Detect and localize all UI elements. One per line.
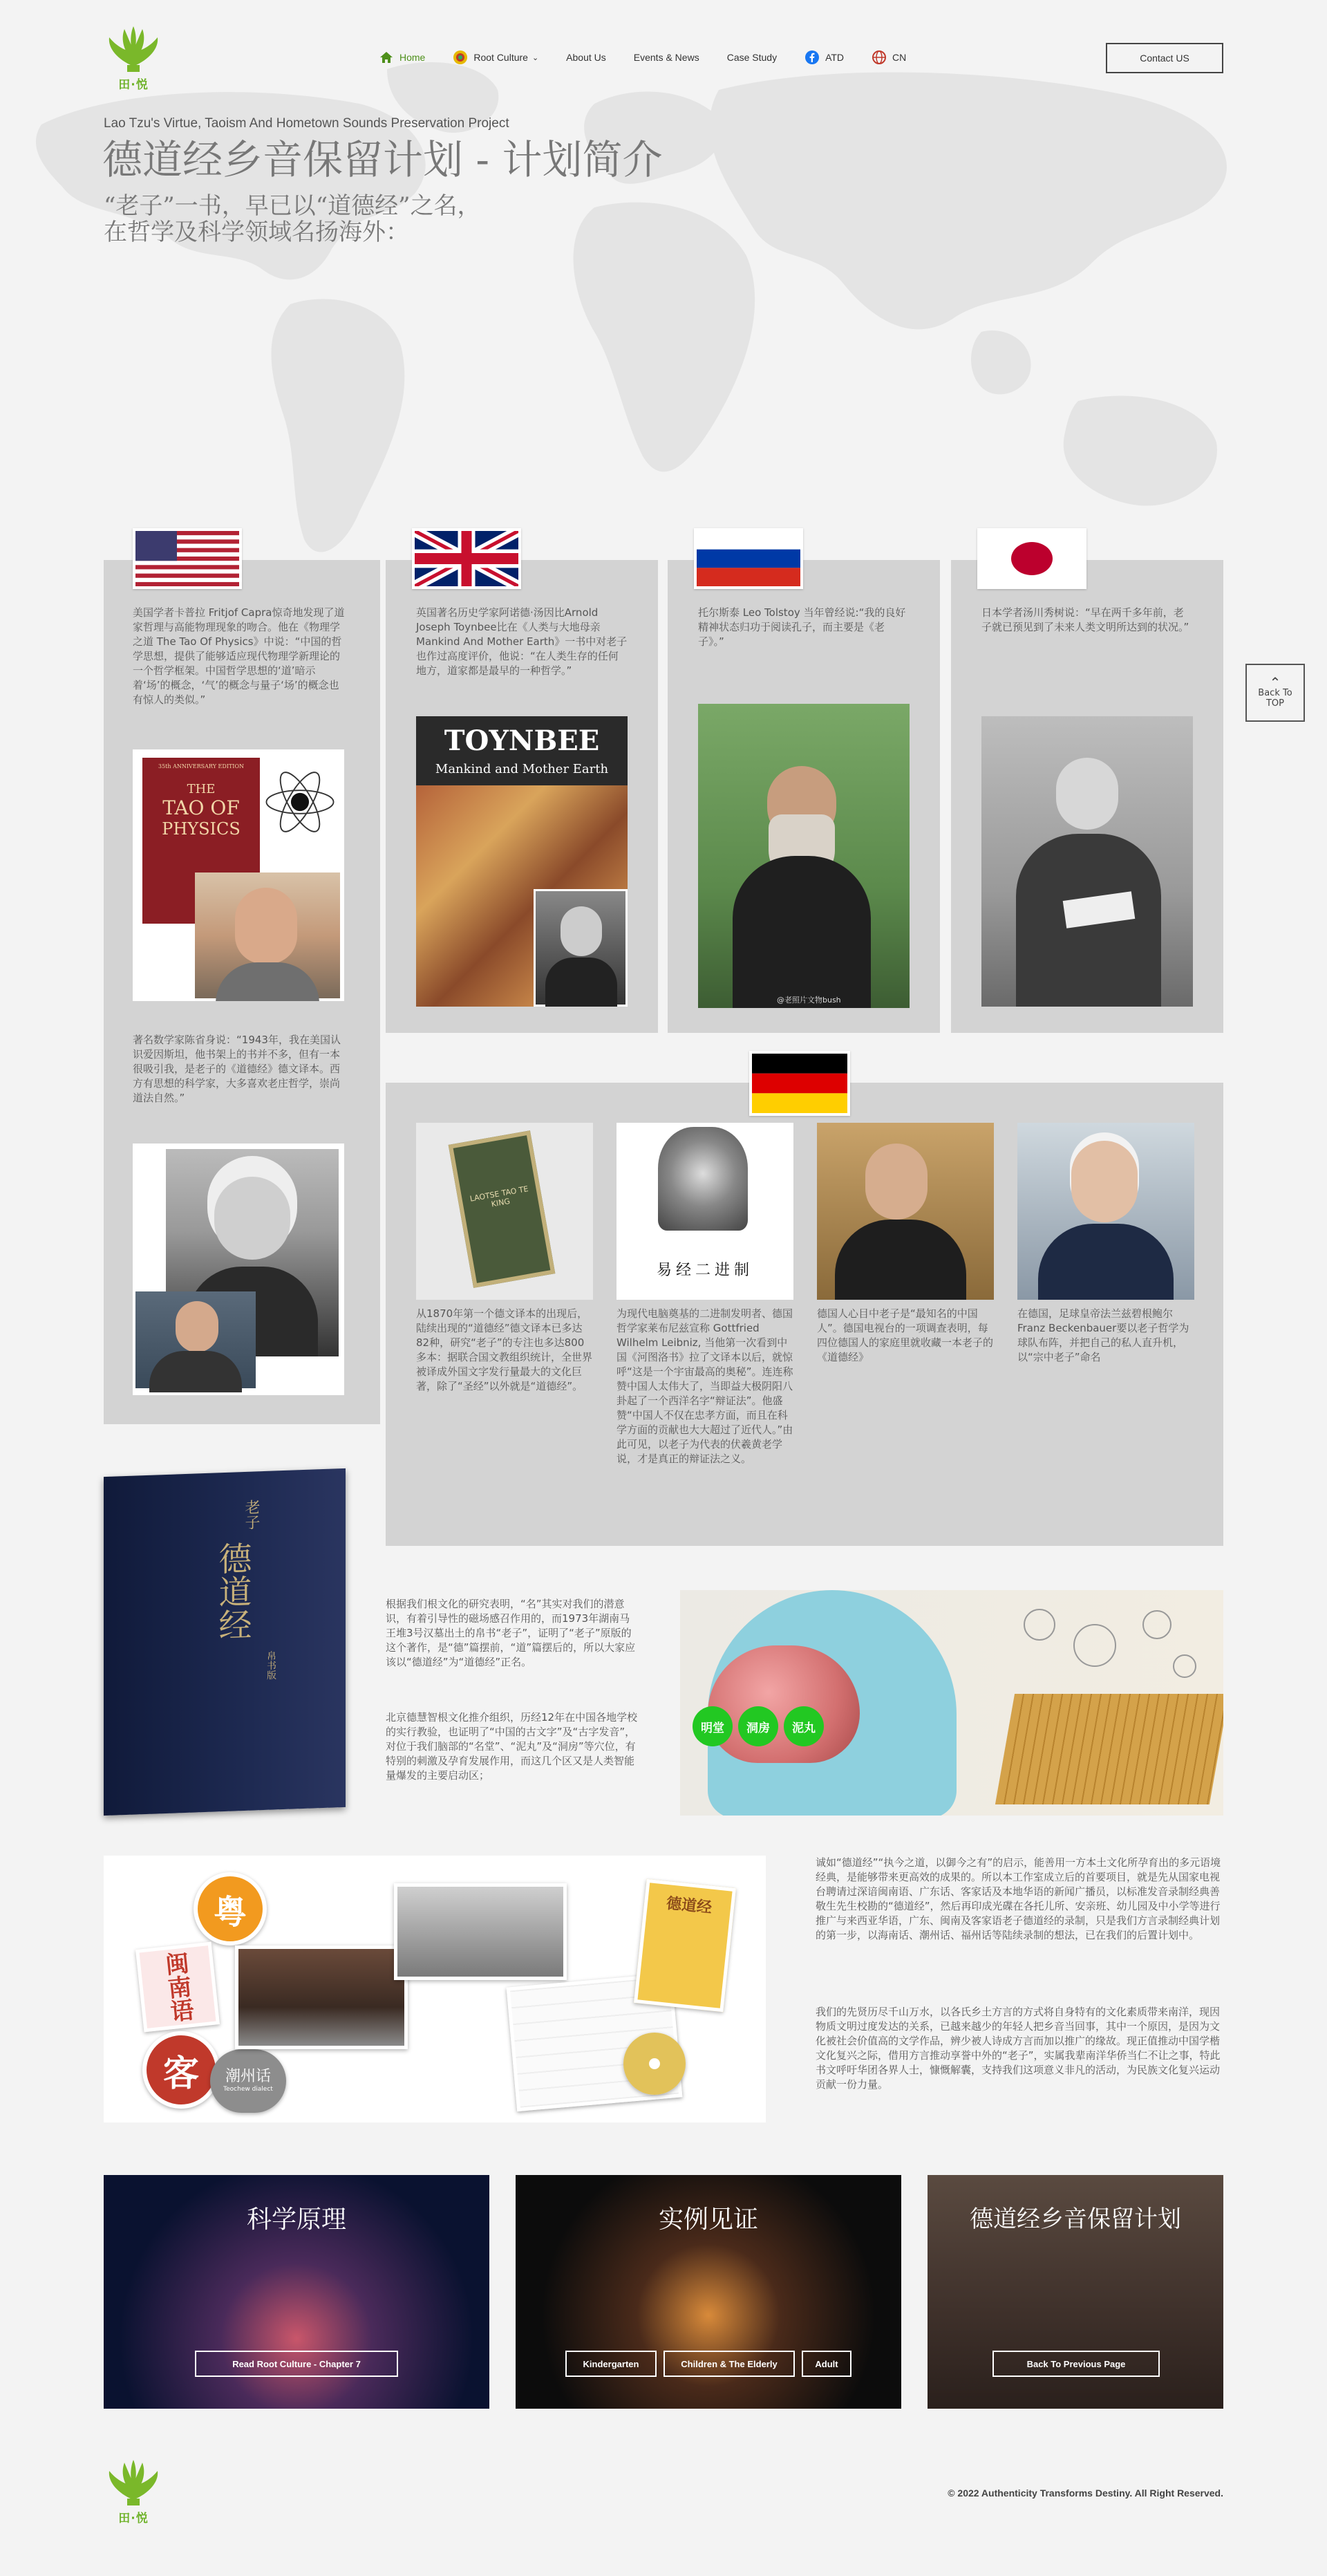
tolstoy-photo xyxy=(698,704,910,1008)
brain-label-mingtang: 明堂 xyxy=(693,1706,733,1746)
logo-text: 田·悦 xyxy=(118,78,149,92)
read-chapter-button[interactable]: Read Root Culture - Chapter 7 xyxy=(195,2351,398,2377)
main-nav xyxy=(379,48,934,66)
atom-icon xyxy=(261,763,339,841)
tao-book-cover xyxy=(634,1879,736,2013)
toynbee-book-subtitle: Mankind and Mother Earth xyxy=(435,762,609,776)
science-panel-title: 科学原理 xyxy=(246,2205,346,2234)
home-icon xyxy=(379,50,394,65)
dialect-text-1: 诚如“德道经”“执今之道，以御今之有”的启示，能善用一方本土文化所孕育出的多元语境经典，是能够带来更高效的成果的。所以本工作室成立后的首要项目，就是先从国家电视台聘请过深谙闽南语、广东话、客家话及本地华语的新闻广播员，以标准发音录制经典善敬生先生校勘的“德道经”，然后再印成光碟在各托儿所、安亲班、幼儿园及中小学等进行推广与来西亚华语，广东、闽南及客家语老子德道经的录制，只是我们方言录制经典计划的第一步，以海南话、潮州话、福州话等陆续录制的想法，已在我们的后置计划中。 xyxy=(816,1856,1221,1941)
uk-card-text: 英国著名历史学家阿诺德·汤因比Arnold Joseph Toynbee比在《人类与大地母亲 Mankind And Mother Earth》一书中对老子也作过高度评价，他说：“在人类生存的任何地方，道家都是最早的一种哲学。” xyxy=(416,606,628,677)
page-title: 德道经乡音保留计划 - 计划简介 xyxy=(102,136,663,183)
nav-about[interactable] xyxy=(566,52,606,63)
peacock-logo-icon xyxy=(104,2458,163,2507)
germany-text-1: 从1870年第一个德文译本的出现后，陆续出现的“道德经”德文译本已多达82种，研究“老子”的专注也多达800多本：据联合国文教组织统计，全世界被译成外国文字发行量最大的文化巨著，除了“圣经”以外就是“道德经”。 xyxy=(416,1307,593,1392)
germany-text-2: 为现代电脑奠基的二进制发明者、德国哲学家莱布尼兹宣称 Gottfried Wilhelm Leibniz, 当他第一次看到中国《河图洛书》拉了文译本以后，就惊呼“这是一个宇宙最高的奥秘”。连连称赞中国人太伟大了，当即益大极阴阳八卦起了一个西洋名字“辩证法”。他盛赞“中国人不仅在忠孝方面，而且在科学方面的贡献也大大超过了近代人。”由此可见，以老子为代表的伏羲黄老学说，才是真正的辩证法之义。 xyxy=(617,1307,793,1465)
cases-panel-title: 实例见证 xyxy=(658,2205,758,2234)
japan-card xyxy=(951,560,1223,1033)
sticker-minnan: 闽南语 xyxy=(135,1942,220,2033)
germany-text-3: 德国人心目中老子是“最知名的中国人”。德国电视台的一项调查表明，每四位德国人的家庭里就收藏一本老子的《道德经》 xyxy=(817,1307,994,1363)
usa-card-text-2: 著名数学家陈省身说：“1943年，我在美国认识爱因斯坦，他书架上的书并不多，但有一本很吸引我，是老子的《道德经》德文译本。西方有思想的科学家，大多喜欢老庄哲学，崇尚道法自然。” xyxy=(133,1034,341,1104)
footer-logo-text: 田·悦 xyxy=(118,2512,149,2526)
chevron-down-icon: ⌄ xyxy=(531,53,539,62)
brain-label-dongfang: 洞房 xyxy=(738,1706,778,1746)
back-previous-button[interactable]: Back To Previous Page xyxy=(992,2351,1160,2377)
page-subtitle: Lao Tzu's Virtue, Taoism And Hometown Sounds Preservation Project xyxy=(104,116,509,131)
binary-label: 易经二进制 xyxy=(656,1262,753,1279)
russia-card-text: 托尔斯泰 Leo Tolstoy 当年曾经说:“我的良好精神状态归功于阅读孔子，而主要是《老子》。” xyxy=(698,606,906,648)
brand-logo[interactable] xyxy=(104,25,163,93)
leibniz-photo xyxy=(617,1123,793,1300)
recording-studio-photo xyxy=(235,1945,408,2049)
toynbee-book-photo xyxy=(416,716,628,1007)
nav-case-study-label: Case Study xyxy=(726,52,778,63)
nav-cn[interactable] xyxy=(872,50,906,65)
cd-disc xyxy=(623,2033,686,2095)
laotse-book-label: LAOTSE TAO TE KING xyxy=(469,1184,529,1209)
usa-card xyxy=(104,560,380,1424)
silk-book-vertical-1: 老子 xyxy=(243,1499,260,1531)
russia-flag-icon xyxy=(694,528,803,589)
book-title-line3: PHYSICS xyxy=(162,819,241,839)
nav-case-study[interactable] xyxy=(727,52,777,63)
kindergarten-button[interactable]: Kindergarten xyxy=(565,2351,657,2377)
back-to-top-line1: Back To xyxy=(1258,688,1292,698)
children-elderly-button[interactable]: Children & The Elderly xyxy=(664,2351,795,2377)
nav-atd[interactable] xyxy=(804,50,844,65)
russia-card xyxy=(668,560,940,1033)
adult-button[interactable]: Adult xyxy=(802,2351,851,2377)
intro-line-2: 在哲学及科学领域名扬海外： xyxy=(104,218,409,246)
nav-root-culture-label: Root Culture xyxy=(473,52,528,63)
preservation-panel-title: 德道经乡音保留计划 xyxy=(970,2205,1181,2233)
germany-card xyxy=(386,1083,1223,1546)
ancient-text-1: 根据我们根文化的研究表明，“名”其实对我们的潜意识，有着引导性的磁场感召作用的，而1973年湖南马王堆3号汉墓出土的帛书“老子”，证明了“老子”原版的这个著作，是“德”篇摆前，“道”篇摆后的，所以大家应该以“德道经”为“道德经”正名。 xyxy=(386,1598,636,1668)
nav-cn-label: CN xyxy=(892,52,907,63)
usa-flag-icon xyxy=(133,528,242,589)
silk-book-image xyxy=(104,1468,346,1816)
book-title-line1: THE xyxy=(187,782,216,796)
book-badge: 35th ANNIVERSARY EDITION xyxy=(158,763,244,769)
back-to-top-line2: TOP xyxy=(1265,698,1284,709)
einstein-photo xyxy=(133,1144,344,1395)
root-culture-icon xyxy=(453,50,468,65)
beckenbauer-photo xyxy=(1017,1123,1194,1300)
laotse-book-photo xyxy=(416,1123,593,1300)
facebook-icon xyxy=(804,50,820,65)
silk-book-vertical-2: 德道经 xyxy=(213,1540,252,1642)
yukawa-photo xyxy=(981,716,1193,1007)
uk-card xyxy=(386,560,658,1033)
tao-book-label: 德道经 xyxy=(665,1894,713,1917)
nav-atd-label: ATD xyxy=(825,52,845,63)
dialect-text-2: 我们的先贤历尽千山万水，以各氏乡土方言的方式将自身特有的文化素质带来南洋，现因物质文明过度发达的关系，已越来越少的年轻人把乡音当回事，其中一个原因，是因为文化被社会价值高的文学作品，辨少被人诗成方言而加以推广的缘故。现正值推动中国学楷文化复兴之际，借用方言推动享誉中外的“老子”，实属我辈南洋华侨当仁不让之事，特此书文呼吁华团各界人士，慷慨解囊，支持我们这项意义非凡的活动，为民族文化复兴运动贡献一份力量。 xyxy=(816,2006,1221,2091)
toynbee-book-title: TOYNBEE xyxy=(444,725,600,757)
tao-of-physics-photo xyxy=(133,749,344,1001)
sticker-hakka: 客 xyxy=(142,2031,220,2109)
chern-portrait xyxy=(135,1291,256,1388)
brain-infographic xyxy=(680,1590,1223,1816)
historic-photo xyxy=(394,1883,567,1980)
silk-book-vertical-3: 帛书版 xyxy=(265,1650,276,1680)
usa-card-text: 美国学者卡普拉 Fritjof Capra惊奇地发现了道家哲理与高能物理现象的吻合。他在《物理学之道 The Tao Of Physics》中说：“中国的哲学思想，提供了能够适应现代物理学新理论的一个哲学框架。中国哲学思想的‘道’暗示着‘场’的概念，‘气’的概念与量子‘场’的概念也有惊人的类似。” xyxy=(133,606,345,706)
contact-us-button[interactable]: Contact US xyxy=(1106,43,1223,73)
peacock-logo-icon xyxy=(104,25,163,73)
chevron-up-icon: ⌃ xyxy=(1269,674,1281,691)
globe-icon xyxy=(872,50,887,65)
sticker-cantonese: 粤 xyxy=(194,1872,267,1945)
nav-events-label: Events & News xyxy=(633,52,699,63)
book-title-line2: TAO OF xyxy=(162,796,240,819)
nav-root-culture[interactable] xyxy=(453,50,538,65)
copyright-text: © 2022 Authenticity Transforms Destiny. All Right Reserved. xyxy=(948,2488,1223,2499)
uk-flag-icon xyxy=(412,528,521,589)
sticker-teochew xyxy=(210,2049,286,2113)
toynbee-portrait xyxy=(534,889,628,1007)
laotse-book xyxy=(449,1130,556,1288)
brain-label-niwan: 泥丸 xyxy=(784,1706,824,1746)
nav-home[interactable] xyxy=(379,50,425,65)
nav-about-label: About Us xyxy=(566,52,606,63)
intro-line-1: “老子”一书，早已以“道德经”之名， xyxy=(104,192,481,220)
japan-card-text: 日本学者汤川秀树说：“早在两千多年前，老子就已预见到了未来人类文明所达到的状况。” xyxy=(981,606,1189,633)
dialect-collage xyxy=(104,1856,766,2122)
science-panel xyxy=(104,2175,489,2409)
sticker-teochew-label: 潮州话 xyxy=(225,2068,271,2085)
germany-flag-icon xyxy=(749,1051,850,1116)
preservation-panel xyxy=(928,2175,1223,2409)
footer-logo[interactable] xyxy=(104,2458,163,2526)
back-to-top-button[interactable] xyxy=(1245,664,1305,722)
diagram-icons xyxy=(1005,1597,1212,1694)
germany-text-4: 在德国，足球皇帝法兰兹碧根鲍尔Franz Beckenbauer要以老子哲学为球队布阵，并把自己的私人直升机，以“宗中老子”命名 xyxy=(1017,1307,1189,1363)
nav-events[interactable] xyxy=(634,52,699,63)
photo-watermark: @老照片文物bush xyxy=(777,996,841,1005)
nav-home-label: Home xyxy=(399,52,426,63)
sticker-teochew-sub: Teochew dialect xyxy=(223,2086,273,2093)
german-man-photo xyxy=(817,1123,994,1300)
japan-flag-icon xyxy=(977,528,1086,589)
cases-panel xyxy=(516,2175,901,2409)
ancient-text-2: 北京德慧智根文化推介组织，历经12年在中国各地学校的实行教验，也证明了“中国的古文字”及“古字发音”，对位于我们脑部的“名堂”、“泥丸”及“洞房”等穴位，有特别的刺激及孕育发展作用，而这几个区又是人类智能量爆发的主要启动区； xyxy=(386,1711,638,1782)
capra-portrait xyxy=(195,872,340,998)
